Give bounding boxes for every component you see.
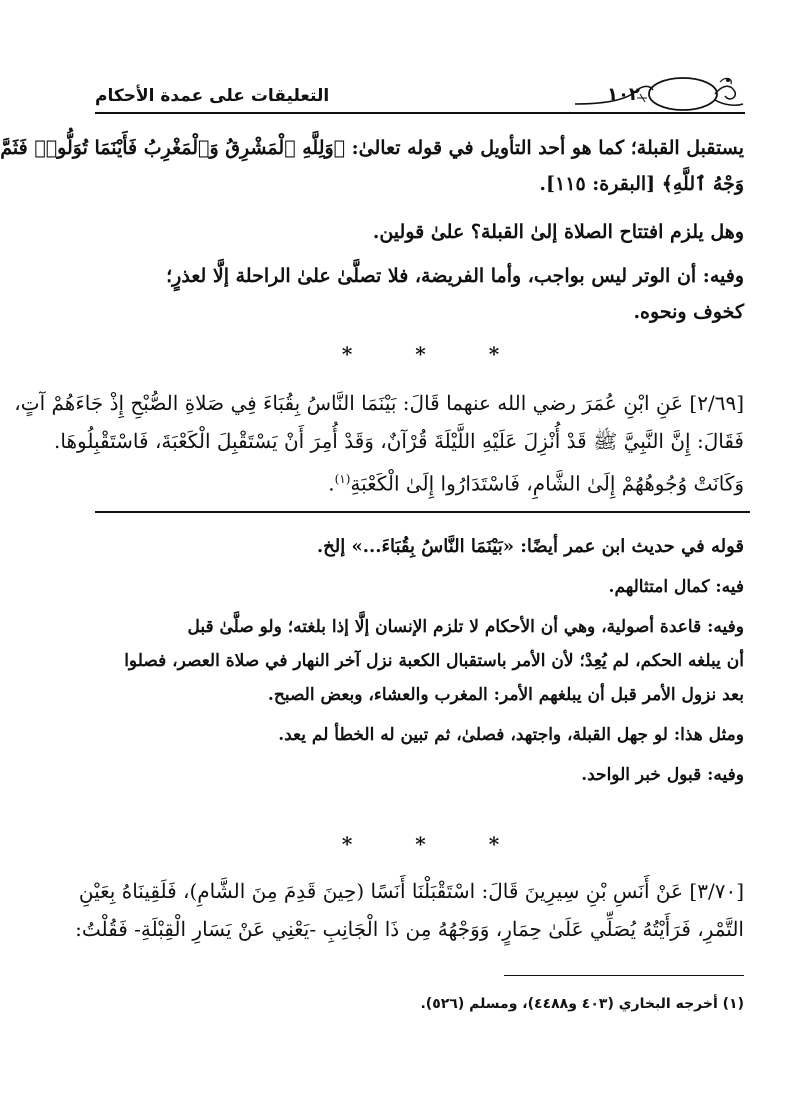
running-title: التعليقات على عمدة الأحكام bbox=[95, 86, 330, 106]
page-number: ١٠٢ bbox=[607, 84, 640, 105]
separator-star: * bbox=[341, 832, 353, 856]
footnote-rule bbox=[504, 975, 744, 976]
hadith-line: [٣/٧٠] عَنْ أَنَسِ بْنِ سِيرِينَ قَالَ: اسْتَقْبَلْنَا أَنَسًا (حِينَ قَدِمَ مِنَ الشَّامِ)، فَلَقِينَاهُ بِعَيْنِ bbox=[78, 879, 744, 903]
commentary-heading: قوله في حديث ابن عمر أيضًا: «بَيْنَمَا النَّاسُ بِقُبَاءَ...» إلخ. bbox=[316, 536, 744, 557]
text-line: ومثل هذا: لو جهل القبلة، واجتهد، فصلىٰ، ثم تبين له الخطأ لم يعد. bbox=[278, 725, 744, 745]
separator-star: * bbox=[341, 342, 353, 366]
commentary-text bbox=[94, 530, 744, 792]
text-line: يستقبل القبلة؛ كما هو أحد التأويل في قوله تعالىٰ: ﴿وَلِلَّهِ ٱلْمَشْرِقُ وَٱلْمَغْرِبُ فَأَيْنَمَا تُوَلُّوا۟ فَثَمَّ bbox=[0, 137, 744, 159]
header-rule bbox=[95, 112, 745, 114]
text-line: كخوف ونحوه. bbox=[633, 301, 744, 323]
separator-star: * bbox=[415, 832, 426, 856]
separator-star: * bbox=[488, 832, 500, 856]
section-separator bbox=[55, 342, 786, 366]
footnote: (١) أخرجه البخاري (٤٠٣ و٤٤٨٨)، ومسلم (٥٢٦). bbox=[420, 996, 744, 1012]
text-divider bbox=[95, 511, 750, 513]
section-separator bbox=[55, 832, 786, 856]
text-line: وهل يلزم افتتاح الصلاة إلىٰ القبلة؟ علىٰ قولين. bbox=[372, 221, 744, 243]
text-line: أن يبلغه الحكم، لم يُعِدْ؛ لأن الأمر باستقبال الكعبة نزل آخر النهار في صلاة العصر، فصلوا bbox=[124, 651, 744, 671]
hadith-line: التَّمْرِ، فَرَأَيْتُهُ يُصَلِّي عَلَىٰ حِمَارٍ، وَوَجْهُهُ مِن ذَا الْجَانِبِ -يَعْنِي عَنْ يَسَارِ الْقِبْلَةِ- فَقُلْتُ: bbox=[75, 917, 744, 941]
text-line: بعد نزول الأمر قبل أن يبلغهم الأمر: المغرب والعشاء، وبعض الصبح. bbox=[267, 685, 744, 705]
text-line: وَجْهُ ٱللَّهِ﴾ [البقرة: ١١٥]. bbox=[539, 173, 744, 195]
hadith-line: [٢/٦٩] عَنِ ابْنِ عُمَرَ رضي الله عنهما قَالَ: بَيْنَمَا النَّاسُ بِقُبَاءَ فِي صَلاةِ الصُّبْحِ إِذْ جَاءَهُمْ آتٍ، bbox=[14, 391, 744, 415]
hadith-text bbox=[75, 872, 744, 948]
hadith-line-text: وَكَانَتْ وُجُوهُهُمْ إِلَىٰ الشَّامِ، فَاسْتَدَارُوا إِلَىٰ الْكَعْبَةِ bbox=[350, 471, 744, 496]
separator-star: * bbox=[415, 342, 426, 366]
text-line: وفيه: قبول خبر الواحد. bbox=[581, 765, 744, 785]
text-line: وفيه: أن الوتر ليس بواجب، وأما الفريضة، فلا تصلَّىٰ علىٰ الراحلة إلَّا لعذرٍ؛ bbox=[166, 265, 744, 287]
hadith-line: فَقَالَ: إِنَّ النَّبِيَّ ﷺ قَدْ أُنْزِلَ عَلَيْهِ اللَّيْلَةَ قُرْآنٌ، وَقَدْ أُمِرَ أَنْ يَسْتَقْبِلَ الْكَعْبَةَ، فَاسْتَقْبِلُوهَا. bbox=[54, 429, 744, 453]
separator-star: * bbox=[488, 342, 500, 366]
text-line: وفيه: قاعدة أصولية، وهي أن الأحكام لا تلزم الإنسان إلَّا إذا بلغته؛ ولو صلَّىٰ قبل bbox=[187, 617, 744, 637]
hadith-line: وَكَانَتْ وُجُوهُهُمْ إِلَىٰ الشَّامِ، فَاسْتَدَارُوا إِلَىٰ الْكَعْبَةِ$^{(١)}$. bbox=[328, 471, 744, 496]
commentary-continuation bbox=[0, 130, 744, 330]
page-header bbox=[95, 70, 745, 114]
footnote-marker: (١) bbox=[334, 472, 351, 486]
hadith-text bbox=[14, 384, 744, 503]
text-line: فيه: كمال امتثالهم. bbox=[608, 577, 744, 597]
header-ornament-icon bbox=[565, 70, 745, 114]
